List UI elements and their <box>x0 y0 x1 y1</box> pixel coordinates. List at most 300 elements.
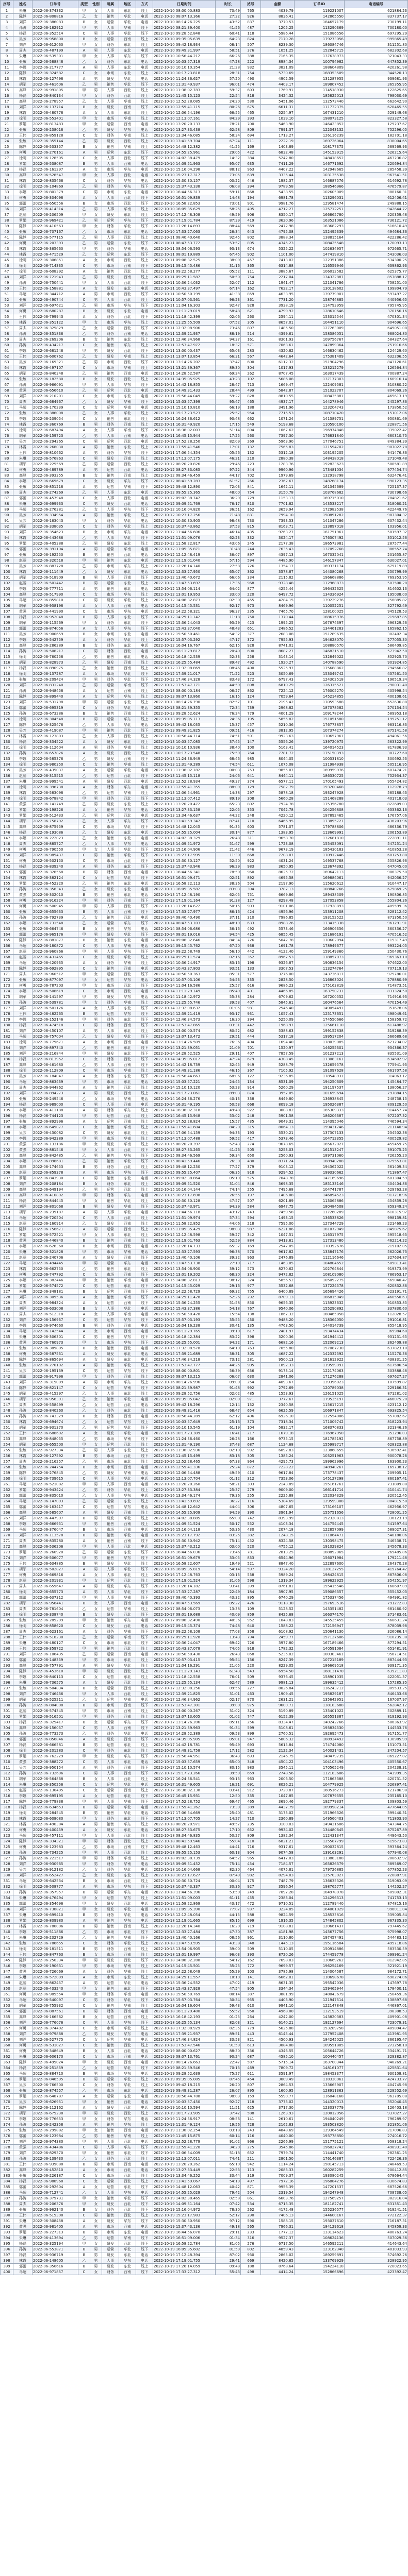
table-cell: 华东 <box>119 178 136 184</box>
table-cell: 148 <box>1 841 13 847</box>
table-cell: C <box>78 1317 90 1323</box>
table-cell: 华北 <box>119 1034 136 1040</box>
table-cell: 2022-06-694674 <box>32 1419 78 1425</box>
table-cell: 52:07 <box>216 280 241 286</box>
table-cell: 4039.79 <box>261 8 295 14</box>
table-cell: 线上 <box>136 700 153 705</box>
table-cell: 高峰 <box>13 1544 32 1550</box>
table-cell: 134 <box>241 1079 261 1085</box>
table-cell: 603 <box>241 824 261 830</box>
table-cell: 电话 <box>136 649 153 654</box>
table-cell: 刘洋 <box>13 1691 32 1697</box>
table-cell: 388 <box>241 54 261 59</box>
table-row <box>1 853 408 858</box>
table-cell: 492 <box>241 926 261 932</box>
table-cell: 271 <box>1 1538 13 1544</box>
table-cell: 754 <box>241 490 261 496</box>
table-cell: 线上 <box>136 1238 153 1244</box>
table-cell: 运营 <box>102 1119 119 1125</box>
table-cell: 东北 <box>119 1028 136 1034</box>
table-cell: 运营 <box>102 1793 119 1799</box>
table-cell: 2022-06-161297 <box>32 167 78 173</box>
table-cell: 639 <box>241 173 261 178</box>
table-cell: 市场 <box>102 1703 119 1708</box>
table-cell: 华北 <box>119 932 136 938</box>
table-cell: 17:15 <box>216 422 241 428</box>
table-cell: 线下 <box>136 853 153 858</box>
table-cell: 89 <box>1 507 13 513</box>
table-cell: 254 <box>241 1380 261 1385</box>
table-cell: 2022-06-542759 <box>32 637 78 643</box>
table-cell: 353 <box>241 807 261 813</box>
table-cell: 74:51 <box>216 734 241 739</box>
table-cell: 212 <box>1 1204 13 1210</box>
table-cell: 136635326 <box>295 1878 345 1884</box>
table-cell: 160476564 <box>295 1000 345 1006</box>
table-cell: 女 <box>90 1402 102 1408</box>
table-cell: 516610.49 <box>345 224 408 229</box>
table-cell: 张敏 <box>13 1119 32 1125</box>
table-cell: 90:48 <box>216 416 241 422</box>
table-cell: 男 <box>90 31 102 37</box>
table-cell: 2022-10-10 13:41:59.704 <box>153 139 216 144</box>
table-cell: 华北 <box>119 31 136 37</box>
table-cell: 2022-06-898681 <box>32 1159 78 1164</box>
table-cell: 2022-10-11 14:35:05.925 <box>153 377 216 382</box>
table-cell: 女 <box>90 620 102 626</box>
table-cell: 研发 <box>102 779 119 785</box>
table-cell: 6417.03 <box>261 1856 295 1861</box>
table-cell: 人事 <box>102 1595 119 1601</box>
table-cell: 西南 <box>119 1062 136 1068</box>
table-cell: 823327.58 <box>345 116 408 122</box>
table-cell: 男 <box>90 677 102 683</box>
table-cell: 2683.08 <box>261 632 295 637</box>
table-cell: 93:17 <box>216 1011 241 1017</box>
table-cell: 276 <box>1 1567 13 1572</box>
table-cell: 2022-10-14 12:53:47.865 <box>153 1023 216 1028</box>
table-cell: 西南 <box>119 666 136 671</box>
table-cell: 8064.13 <box>261 1125 295 1130</box>
table-cell: 华南 <box>119 1249 136 1255</box>
table-row <box>1 1187 408 1193</box>
table-cell: 2022-10-17 13:21:39.963 <box>153 1725 216 1731</box>
table-cell: 东北 <box>119 643 136 649</box>
table-cell: 电话 <box>136 1397 153 1402</box>
table-cell: 1867.32 <box>261 1312 295 1317</box>
table-cell: 51 <box>1 292 13 297</box>
table-cell: 5312.18 <box>261 450 295 456</box>
table-cell: 57:15 <box>216 558 241 564</box>
table-cell: 7994.10 <box>261 513 295 518</box>
table-cell: 2022-10-13 16:05:35.582 <box>153 887 216 892</box>
table-cell: 男 <box>90 331 102 337</box>
table-row <box>1 586 408 592</box>
table-cell: 324 <box>241 1272 261 1278</box>
table-cell: 75:14 <box>216 1861 241 1867</box>
table-cell: 东北 <box>119 286 136 292</box>
table-cell: 115 <box>1 654 13 660</box>
table-cell: 乙 <box>78 1731 90 1737</box>
table-cell: 14:32 <box>216 156 241 161</box>
table-cell: 市场 <box>102 1040 119 1045</box>
table-cell: 销售 <box>102 1822 119 1827</box>
table-cell: 849384.39 <box>345 439 408 445</box>
table-cell: 7228.22 <box>261 1465 295 1470</box>
table-cell: 运营 <box>102 218 119 224</box>
table-cell: 67:20 <box>216 943 241 949</box>
table-row <box>1 1544 408 1550</box>
table-cell: 101 <box>241 700 261 705</box>
table-cell: 罗娟 <box>13 218 32 224</box>
table-cell: 54:14 <box>216 1567 241 1572</box>
table-cell: 244 <box>1 1385 13 1391</box>
table-cell: 2022-10-11 11:25:55.509 <box>153 320 216 326</box>
table-cell: 2022-06-585607 <box>32 1510 78 1516</box>
table-cell: 高峰 <box>13 1164 32 1170</box>
table-cell: 东北 <box>119 615 136 620</box>
table-cell: B <box>78 1601 90 1606</box>
table-cell: 138183688 <box>295 1703 345 1708</box>
table-cell: 东北 <box>119 1232 136 1238</box>
table-cell: 2022-06-360769 <box>32 422 78 428</box>
table-cell: 女 <box>90 1040 102 1045</box>
table-cell: 327 <box>1 1856 13 1861</box>
table-cell: 华东 <box>119 1340 136 1346</box>
table-row <box>1 915 408 921</box>
table-cell: 96:23 <box>216 297 241 303</box>
table-cell: 线下 <box>136 399 153 405</box>
table-cell: 甲 <box>78 1657 90 1663</box>
table-cell: 何勇 <box>13 1827 32 1833</box>
table-cell: 51:47 <box>216 841 241 847</box>
table-cell: 华东 <box>119 1720 136 1725</box>
table-cell: 7595.00 <box>261 1221 295 1227</box>
table-cell: 西北 <box>119 813 136 819</box>
table-row <box>1 1708 408 1714</box>
table-cell: 269 <box>241 439 261 445</box>
table-cell: 17:25 <box>216 433 241 439</box>
table-cell: 市场 <box>102 263 119 269</box>
table-cell: 华北 <box>119 705 136 711</box>
table-cell: 520 <box>241 1544 261 1550</box>
table-cell: 2022-06-777711 <box>32 586 78 592</box>
table-cell: 西南 <box>119 37 136 42</box>
table-cell: 244 <box>241 547 261 552</box>
table-cell: 李娜 <box>13 1278 32 1283</box>
table-cell: 西北 <box>119 1187 136 1193</box>
table-cell: 刘洋 <box>13 1204 32 1210</box>
table-cell: 918 <box>241 1646 261 1652</box>
table-row <box>1 1334 408 1340</box>
table-row <box>1 1725 408 1731</box>
table-cell: 4001.29 <box>261 711 295 717</box>
table-cell: 198 <box>241 960 261 966</box>
table-cell: 121786.98 <box>345 1788 408 1793</box>
table-cell: 男 <box>90 790 102 796</box>
table-row <box>1 1612 408 1618</box>
table-cell: 2022-10-16 13:20:20.260 <box>153 1482 216 1487</box>
column-header: 序号 <box>1 1 13 8</box>
table-cell: 2022-10-15 15:50:50.428 <box>153 1312 216 1317</box>
table-cell: 女 <box>90 252 102 258</box>
table-cell: 2022-10-12 16:11:29.817 <box>153 649 216 654</box>
table-cell: 乙 <box>78 507 90 513</box>
table-cell: 乙 <box>78 802 90 807</box>
table-cell: 2022-06-393355 <box>32 473 78 479</box>
table-cell: 95 <box>1 541 13 547</box>
table-cell: 197 <box>1 1119 13 1125</box>
table-cell: 人事 <box>102 1391 119 1397</box>
table-cell: 线上 <box>136 1119 153 1125</box>
table-cell: 292 <box>1 1657 13 1663</box>
table-cell: 线下 <box>136 1765 153 1771</box>
table-cell: 人事 <box>102 156 119 161</box>
table-cell: 152034329 <box>295 1493 345 1499</box>
table-cell: 男 <box>90 1748 102 1754</box>
table-cell: 8687.27 <box>261 649 295 654</box>
table-cell: 16:30 <box>216 1017 241 1023</box>
table-cell: 2022-06-489789 <box>32 467 78 473</box>
table-cell: 2022-06-474518 <box>32 1023 78 1028</box>
table-cell: 206 <box>1 1170 13 1176</box>
table-cell: 14:38 <box>216 790 241 796</box>
table-cell: 138815164 <box>295 235 345 241</box>
table-cell: 徐明 <box>13 156 32 161</box>
table-row <box>1 1261 408 1266</box>
table-cell: 314 <box>1 1782 13 1788</box>
table-cell: 男 <box>90 1663 102 1669</box>
table-cell: 赵丽 <box>13 1255 32 1261</box>
table-cell: 901924.85 <box>345 660 408 666</box>
table-cell: 691 <box>241 1782 261 1788</box>
table-cell: 2022-10-10 13:34:46.085 <box>153 133 216 139</box>
table-cell: 东北 <box>119 1550 136 1555</box>
table-cell: A <box>78 1380 90 1385</box>
table-cell: 9328.48 <box>261 581 295 586</box>
table-cell: 7055.80 <box>261 1346 295 1351</box>
table-cell: 917218.96 <box>345 1193 408 1198</box>
table-cell: C <box>78 190 90 195</box>
table-cell: 53:36 <box>216 1527 241 1533</box>
table-cell: 2022-06-974660 <box>32 1323 78 1329</box>
table-cell: 2022-06-430082 <box>32 1130 78 1136</box>
table-cell: 吴芳 <box>13 768 32 773</box>
table-cell: 男 <box>90 490 102 496</box>
table-cell: 人事 <box>102 1448 119 1453</box>
table-cell: 2022-10-10 14:09:51.963 <box>153 161 216 167</box>
table-cell: 电话 <box>136 887 153 892</box>
table-cell: 男 <box>90 513 102 518</box>
table-row <box>1 830 408 836</box>
table-cell: 东北 <box>119 337 136 343</box>
table-cell: 187078582 <box>295 705 345 711</box>
table-cell: 594 <box>241 1215 261 1221</box>
table-cell: 662642.90 <box>345 99 408 105</box>
table-cell: 刘洋 <box>13 1306 32 1312</box>
table-cell: 电话 <box>136 127 153 133</box>
table-cell: 641 <box>241 773 261 779</box>
table-cell: 线上 <box>136 1085 153 1091</box>
table-cell: 632476.41 <box>345 473 408 479</box>
column-header: 地区 <box>119 1 136 8</box>
table-cell: 甲 <box>78 1618 90 1623</box>
table-cell: 4403.17 <box>261 82 295 88</box>
table-cell: 女 <box>90 1034 102 1040</box>
table-cell: 线下 <box>136 1720 153 1725</box>
table-cell: 刘洋 <box>13 105 32 110</box>
table-cell: 2022-10-13 17:19:01.164 <box>153 898 216 904</box>
table-cell: 线下 <box>136 615 153 620</box>
table-row <box>1 1142 408 1147</box>
table-cell: B <box>78 144 90 150</box>
table-cell: 5781.07 <box>261 824 295 830</box>
table-cell: 6400.89 <box>261 1289 295 1295</box>
table-cell: 2022-06-501126 <box>32 1006 78 1011</box>
table-cell: 2022-10-13 10:03:57.085 <box>153 739 216 745</box>
table-cell: 9173.14 <box>261 1368 295 1374</box>
table-cell: 线上 <box>136 592 153 598</box>
table-cell: C <box>78 1057 90 1062</box>
table-cell: 华北 <box>119 1561 136 1567</box>
table-cell: 159086357 <box>295 1589 345 1595</box>
table-cell: 226 <box>1 1283 13 1289</box>
table-cell: A <box>78 1119 90 1125</box>
table-cell: 西北 <box>119 93 136 99</box>
table-cell: 甲 <box>78 898 90 904</box>
table-cell: 186 <box>1 1057 13 1062</box>
table-cell: 徐明 <box>13 1476 32 1482</box>
table-cell: 2022-06-612060 <box>32 42 78 48</box>
table-cell: 女 <box>90 1408 102 1414</box>
table-cell: 2022-10-13 15:23:17.995 <box>153 853 216 858</box>
table-cell: 2022-06-900659 <box>32 632 78 637</box>
table-cell: 2022-06-376047 <box>32 1527 78 1533</box>
table-cell: 763 <box>241 1346 261 1351</box>
table-cell: 264 <box>1 1499 13 1504</box>
table-cell: 7059.64 <box>261 694 295 700</box>
table-cell: 2022-10-12 15:43:37.040 <box>153 626 216 632</box>
table-cell: B <box>78 1346 90 1351</box>
table-cell: 女 <box>90 847 102 853</box>
table-cell: 何勇 <box>13 1572 32 1578</box>
table-cell: 419764.42 <box>345 1567 408 1572</box>
table-cell: 华南 <box>119 405 136 411</box>
table-cell: 255 <box>241 1493 261 1499</box>
table-cell: 东北 <box>119 59 136 65</box>
table-cell: 5373.46 <box>261 1136 295 1142</box>
table-cell: 310 <box>241 915 261 921</box>
table-cell: B <box>78 201 90 207</box>
table-cell: 线下 <box>136 1725 153 1731</box>
table-cell: 2022-06-991805 <box>32 88 78 93</box>
table-cell: 2022-06-859128 <box>32 133 78 139</box>
table-cell: 104 <box>1 592 13 598</box>
table-cell: 3659.94 <box>261 507 295 513</box>
table-cell: 175 <box>241 1878 261 1884</box>
table-cell: 155290892 <box>295 1306 345 1312</box>
table-cell: 华北 <box>119 875 136 881</box>
table-cell: 353296.03 <box>345 1431 408 1436</box>
table-cell: 西北 <box>119 649 136 654</box>
table-cell: 262 <box>1 1487 13 1493</box>
table-cell: 2022-10-14 09:29:11.574 <box>153 955 216 960</box>
table-cell: 甲 <box>78 122 90 127</box>
table-cell: A <box>78 314 90 320</box>
table-cell: 4937.17 <box>261 399 295 405</box>
table-cell: A <box>78 484 90 490</box>
table-cell: 2022-10-12 16:25:55.484 <box>153 660 216 666</box>
table-cell: 市场 <box>102 1096 119 1102</box>
table-cell: 华南 <box>119 116 136 122</box>
table-cell: 2022-10-16 10:56:44.289 <box>153 1414 216 1419</box>
table-cell: 研发 <box>102 377 119 382</box>
table-cell: 电话 <box>136 1096 153 1102</box>
table-row <box>1 1493 408 1499</box>
table-cell: 张敏 <box>13 1363 32 1368</box>
table-cell: 男 <box>90 535 102 541</box>
table-cell: 男 <box>90 467 102 473</box>
table-cell: 566689.68 <box>345 1034 408 1040</box>
table-cell: 男 <box>90 1850 102 1856</box>
table-cell: 188892065 <box>295 1550 345 1555</box>
table-cell: 82:09 <box>216 439 241 445</box>
table-cell: 女 <box>90 1578 102 1584</box>
table-cell: 男 <box>90 779 102 785</box>
table-cell: 2022-10-11 10:43:37.497 <box>153 286 216 292</box>
table-cell: 男 <box>90 898 102 904</box>
table-cell: 线下 <box>136 1635 153 1640</box>
table-cell: 129 <box>1 734 13 739</box>
table-cell: 869227.02 <box>345 1754 408 1759</box>
table-cell: 研发 <box>102 739 119 745</box>
table-cell: 42 <box>1 241 13 246</box>
table-cell: 195829187 <box>295 1691 345 1697</box>
table-cell: 2022-10-17 12:46:34.962 <box>153 1697 216 1703</box>
table-cell: 郭蕾 <box>13 932 32 938</box>
table-cell: 186206387 <box>295 1113 345 1119</box>
table-cell: 305 <box>241 1351 261 1357</box>
table-cell: 2022-06-881546 <box>32 1147 78 1153</box>
table-cell: 2022-06-835280 <box>32 1538 78 1544</box>
table-cell: 西北 <box>119 314 136 320</box>
table-cell: 2022-06-600762 <box>32 354 78 360</box>
table-cell: 2022-10-15 09:55:25.407 <box>153 1170 216 1176</box>
table-cell: 4075.81 <box>261 1867 295 1873</box>
table-cell: 2022-10-16 13:41:59.692 <box>153 1499 216 1504</box>
table-cell: 女 <box>90 524 102 530</box>
table-cell: 9656.35 <box>261 1300 295 1306</box>
table-cell: 797884.15 <box>345 1091 408 1096</box>
table-cell: 230 <box>1 1306 13 1312</box>
table-cell: 女 <box>90 1385 102 1391</box>
table-cell: 林霞 <box>13 734 32 739</box>
table-cell: 男 <box>90 564 102 569</box>
table-cell: 李娜 <box>13 1674 32 1680</box>
table-cell: 25:57 <box>216 411 241 416</box>
table-cell: 2022-10-17 10:36:24.047 <box>153 1640 216 1646</box>
table-cell: 人事 <box>102 1006 119 1011</box>
table-cell: 599 <box>241 841 261 847</box>
table-cell: 945128.53 <box>345 609 408 615</box>
table-cell: 299 <box>1 1697 13 1703</box>
table-cell: 华北 <box>119 722 136 728</box>
table-cell: 70 <box>1 399 13 405</box>
table-cell: 152069213 <box>295 1340 345 1346</box>
table-cell: 男 <box>90 1765 102 1771</box>
table-cell: 刘洋 <box>13 1006 32 1011</box>
table-cell: 线上 <box>136 1108 153 1113</box>
